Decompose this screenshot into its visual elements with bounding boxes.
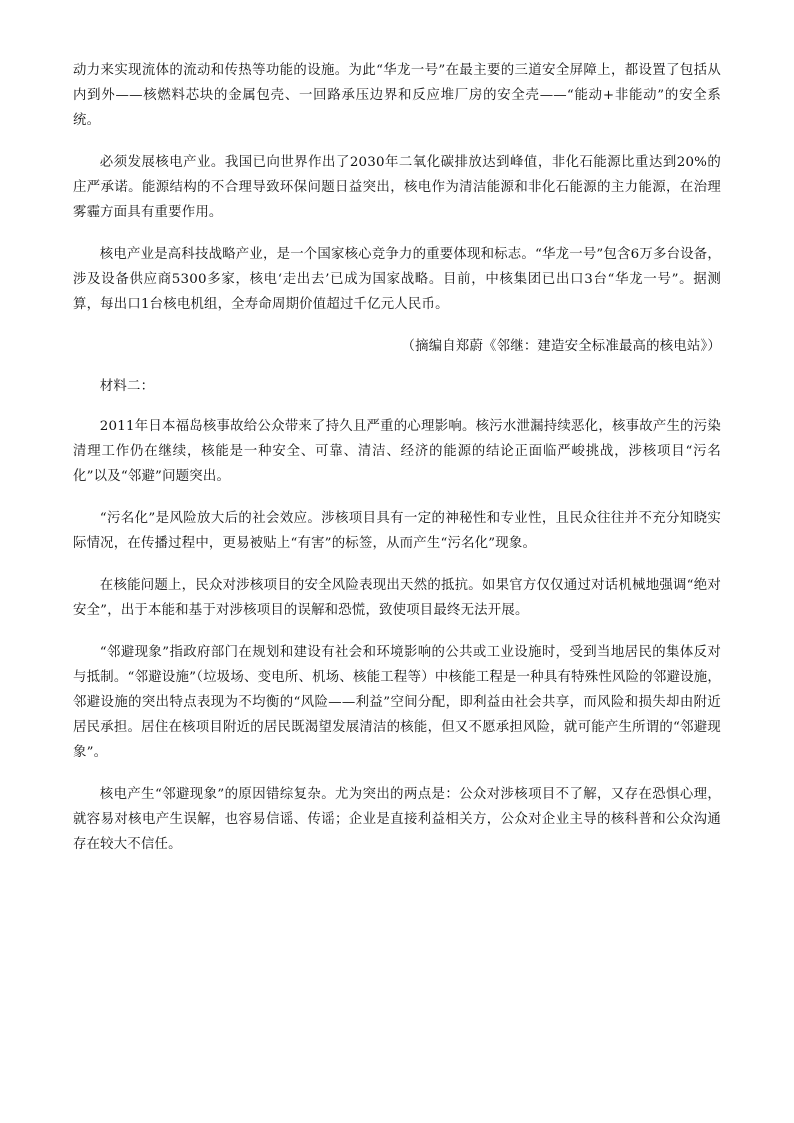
paragraph: 核电产业是高科技战略产业，是一个国家核心竞争力的重要体现和标志。“华龙一号”包含6万多台设备，涉及设备供应商5300多家，核电‘走出去’已成为国家战略。目前，中核集团已出口3台“华龙一号”。据测算，每出口1台核电机组，全寿命周期价值超过千亿元人民币。: [73, 247, 721, 312]
material-heading: 材料二：: [99, 379, 155, 394]
paragraph: 核电产生“邻避现象”的原因错综复杂。尤为突出的两点是：公众对涉核项目不了解，又存在恐惧心理，就容易对核电产生误解，也容易信谣、传谣；企业是直接利益相关方，公众对企业主导的核科普和公众沟通存在较大不信任。: [73, 787, 721, 852]
paragraph: 必须发展核电产业。我国已向世界作出了2030年二氧化碳排放达到峰值，非化石能源比重达到20%的庄严承诺。能源结构的不合理导致环保问题日益突出，核电作为清洁能源和非化石能源的主力能源，在治理雾霾方面具有重要作用。: [73, 155, 721, 220]
paragraph: “污名化”是风险放大后的社会效应。涉核项目具有一定的神秘性和专业性，且民众往往并不充分知晓实际情况，在传播过程中，更易被贴上“有害”的标签，从而产生“污名化”现象。: [73, 511, 721, 551]
paragraph: 在核能问题上，民众对涉核项目的安全风险表现出天然的抵抗。如果官方仅仅通过对话机械地强调“绝对安全”，出于本能和基于对涉核项目的误解和恐慌，致使项目最终无法开展。: [73, 578, 721, 618]
paragraph-continuation: 动力来实现流体的流动和传热等功能的设施。为此“华龙一号”在最主要的三道安全屏障上，都设置了包括从内到外——核燃料芯块的金属包壳、一回路承压边界和反应堆厂房的安全壳——“能动+非能动”的安全系统。: [73, 63, 721, 128]
source-citation: （摘编自郑蔚《邻继：建造安全标准最高的核电站》）: [401, 339, 721, 354]
paragraph: “邻避现象”指政府部门在规划和建设有社会和环境影响的公共或工业设施时，受到当地居民的集体反对与抵制。“邻避设施”（垃圾场、变电所、机场、核能工程等）中核能工程是一种具有特殊性风险的邻避设施，邻避设施的突出特点表现为不均衡的“风险——利益”空间分配，即利益由社会共享，而风险和损失却由附近居民承担。居住在核项目附近的居民既渴望发展清洁的核能，但又不愿承担风险，就可能产生所谓的“邻避现象”。: [73, 645, 721, 760]
paragraph: 2011年日本福岛核事故给公众带来了持久且严重的心理影响。核污水泄漏持续恶化，核事故产生的污染清理工作仍在继续，核能是一种安全、可靠、清洁、经济的能源的结论正面临严峻挑战，涉核项目“污名化”以及“邻避”问题突出。: [73, 419, 721, 484]
